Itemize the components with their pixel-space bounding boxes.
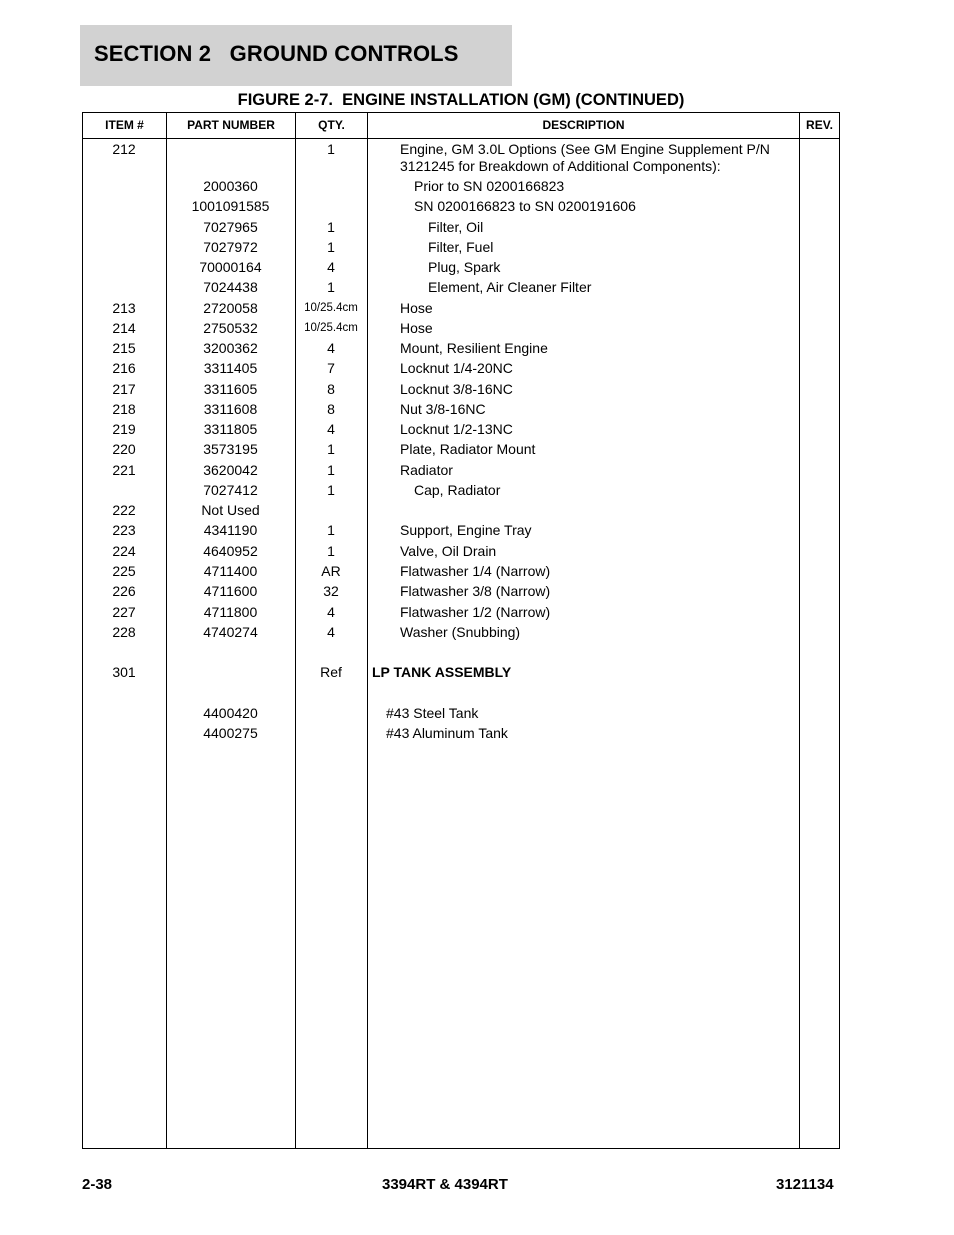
part-number-cell: 70000164	[199, 259, 262, 275]
item-number-cell: 223	[112, 522, 136, 538]
description-cell: #43 Steel Tank	[386, 705, 479, 721]
quantity-cell: 1	[327, 279, 335, 295]
section-banner	[80, 25, 512, 86]
description-cell: Mount, Resilient Engine	[400, 340, 548, 356]
description-cell: #43 Aluminum Tank	[386, 725, 508, 741]
description-cell: Locknut 3/8-16NC	[400, 381, 513, 397]
header-description: DESCRIPTION	[542, 118, 625, 132]
quantity-cell: 4	[327, 624, 335, 640]
part-number-cell: 4640952	[203, 543, 258, 559]
item-number-cell: 221	[112, 462, 136, 478]
item-number-cell: 215	[112, 340, 136, 356]
quantity-cell: 32	[323, 583, 339, 599]
quantity-cell: 4	[327, 259, 335, 275]
description-cell: Prior to SN 0200166823	[414, 178, 565, 194]
quantity-cell: 7	[327, 360, 335, 376]
part-number-cell: 3573195	[203, 441, 258, 457]
description-cell: Engine, GM 3.0L Options (See GM Engine Supplement P/N 3121245 for Breakdown of Additional Components):	[400, 141, 770, 174]
description-cell: Flatwasher 3/8 (Narrow)	[400, 583, 551, 599]
part-number-cell: 4711400	[203, 563, 258, 579]
quantity-cell: 8	[327, 381, 335, 397]
quantity-cell: 4	[327, 421, 335, 437]
part-number-cell: 4400420	[203, 705, 258, 721]
description-cell: Valve, Oil Drain	[400, 543, 497, 559]
quantity-cell: 1	[327, 441, 335, 457]
quantity-cell: 1	[327, 141, 335, 157]
part-number-cell: 2000360	[203, 178, 258, 194]
item-number-cell: 218	[112, 401, 136, 417]
part-number-cell: 4711600	[203, 583, 258, 599]
item-number-cell: 217	[112, 381, 136, 397]
quantity-cell: 1	[327, 482, 335, 498]
header-qty: QTY.	[318, 118, 345, 132]
description-cell: Filter, Fuel	[428, 239, 494, 255]
model-name: 3394RT & 4394RT	[382, 1176, 508, 1193]
header-item: ITEM #	[105, 118, 144, 132]
part-number-cell: 3311405	[203, 360, 258, 376]
quantity-cell: 1	[327, 239, 335, 255]
column-divider	[367, 112, 368, 1149]
description-cell: Flatwasher 1/2 (Narrow)	[400, 604, 551, 620]
quantity-cell: 8	[327, 401, 335, 417]
quantity-cell: 1	[327, 543, 335, 559]
item-number-cell: 301	[112, 664, 136, 680]
description-cell: Locknut 1/4-20NC	[400, 360, 513, 376]
part-number-cell: 7027412	[203, 482, 258, 498]
part-number-cell: 2720058	[203, 300, 258, 316]
part-number-cell: 3311608	[203, 401, 258, 417]
item-number-cell: 213	[112, 300, 136, 316]
item-number-cell: 227	[112, 604, 136, 620]
description-cell: Flatwasher 1/4 (Narrow)	[400, 563, 551, 579]
description-cell: Plug, Spark	[428, 259, 501, 275]
description-cell: Radiator	[400, 462, 453, 478]
item-number-cell: 219	[112, 421, 136, 437]
quantity-cell: AR	[321, 563, 341, 579]
section-title: SECTION 2 GROUND CONTROLS	[94, 41, 459, 66]
item-number-cell: 216	[112, 360, 136, 376]
part-number-cell: 3311805	[203, 421, 258, 437]
quantity-cell: 4	[327, 340, 335, 356]
quantity-cell: 10/25.4cm	[304, 302, 358, 314]
part-number-cell: Not Used	[201, 502, 260, 518]
part-number-cell: 7027972	[203, 239, 258, 255]
part-number-cell: 7027965	[203, 219, 258, 235]
part-number-cell: 7024438	[203, 279, 258, 295]
part-number-cell: 4341190	[203, 522, 258, 538]
description-cell: SN 0200166823 to SN 0200191606	[414, 198, 636, 214]
item-number-cell: 228	[112, 624, 136, 640]
part-number-cell: 3620042	[203, 462, 258, 478]
item-number-cell: 212	[112, 141, 136, 157]
description-cell: LP TANK ASSEMBLY	[372, 664, 512, 680]
item-number-cell: 214	[112, 320, 136, 336]
part-number-cell: 2750532	[203, 320, 258, 336]
description-cell: Hose	[400, 300, 433, 316]
description-cell: Support, Engine Tray	[400, 522, 532, 538]
document-number: 3121134	[776, 1176, 834, 1193]
item-number-cell: 226	[112, 583, 136, 599]
description-cell: Cap, Radiator	[414, 482, 501, 498]
description-cell: Filter, Oil	[428, 219, 484, 235]
quantity-cell: 1	[327, 219, 335, 235]
page-number: 2-38	[82, 1176, 113, 1193]
header-part-number: PART NUMBER	[187, 118, 275, 132]
part-number-cell: 3200362	[203, 340, 258, 356]
description-cell: Nut 3/8-16NC	[400, 401, 486, 417]
part-number-cell: 4711800	[203, 604, 258, 620]
item-number-cell: 220	[112, 441, 136, 457]
quantity-cell: 4	[327, 604, 335, 620]
header-divider	[82, 138, 840, 139]
part-number-cell: 4740274	[203, 624, 258, 640]
description-cell: Washer (Snubbing)	[400, 624, 521, 640]
description-cell: Hose	[400, 320, 433, 336]
item-number-cell: 224	[112, 543, 136, 559]
item-number-cell: 225	[112, 563, 136, 579]
part-number-cell: 1001091585	[191, 198, 270, 214]
description-cell: Plate, Radiator Mount	[400, 441, 536, 457]
description-cell: Element, Air Cleaner Filter	[428, 279, 592, 295]
quantity-cell: 10/25.4cm	[304, 322, 358, 334]
item-number-cell: 222	[112, 502, 136, 518]
quantity-cell: 1	[327, 462, 335, 478]
quantity-cell: Ref	[320, 664, 342, 680]
figure-title: FIGURE 2-7. ENGINE INSTALLATION (GM) (CONTINUED)	[237, 91, 685, 109]
part-number-cell: 4400275	[203, 725, 258, 741]
description-cell: Locknut 1/2-13NC	[400, 421, 513, 437]
quantity-cell: 1	[327, 522, 335, 538]
part-number-cell: 3311605	[203, 381, 258, 397]
header-rev: REV.	[806, 118, 833, 132]
